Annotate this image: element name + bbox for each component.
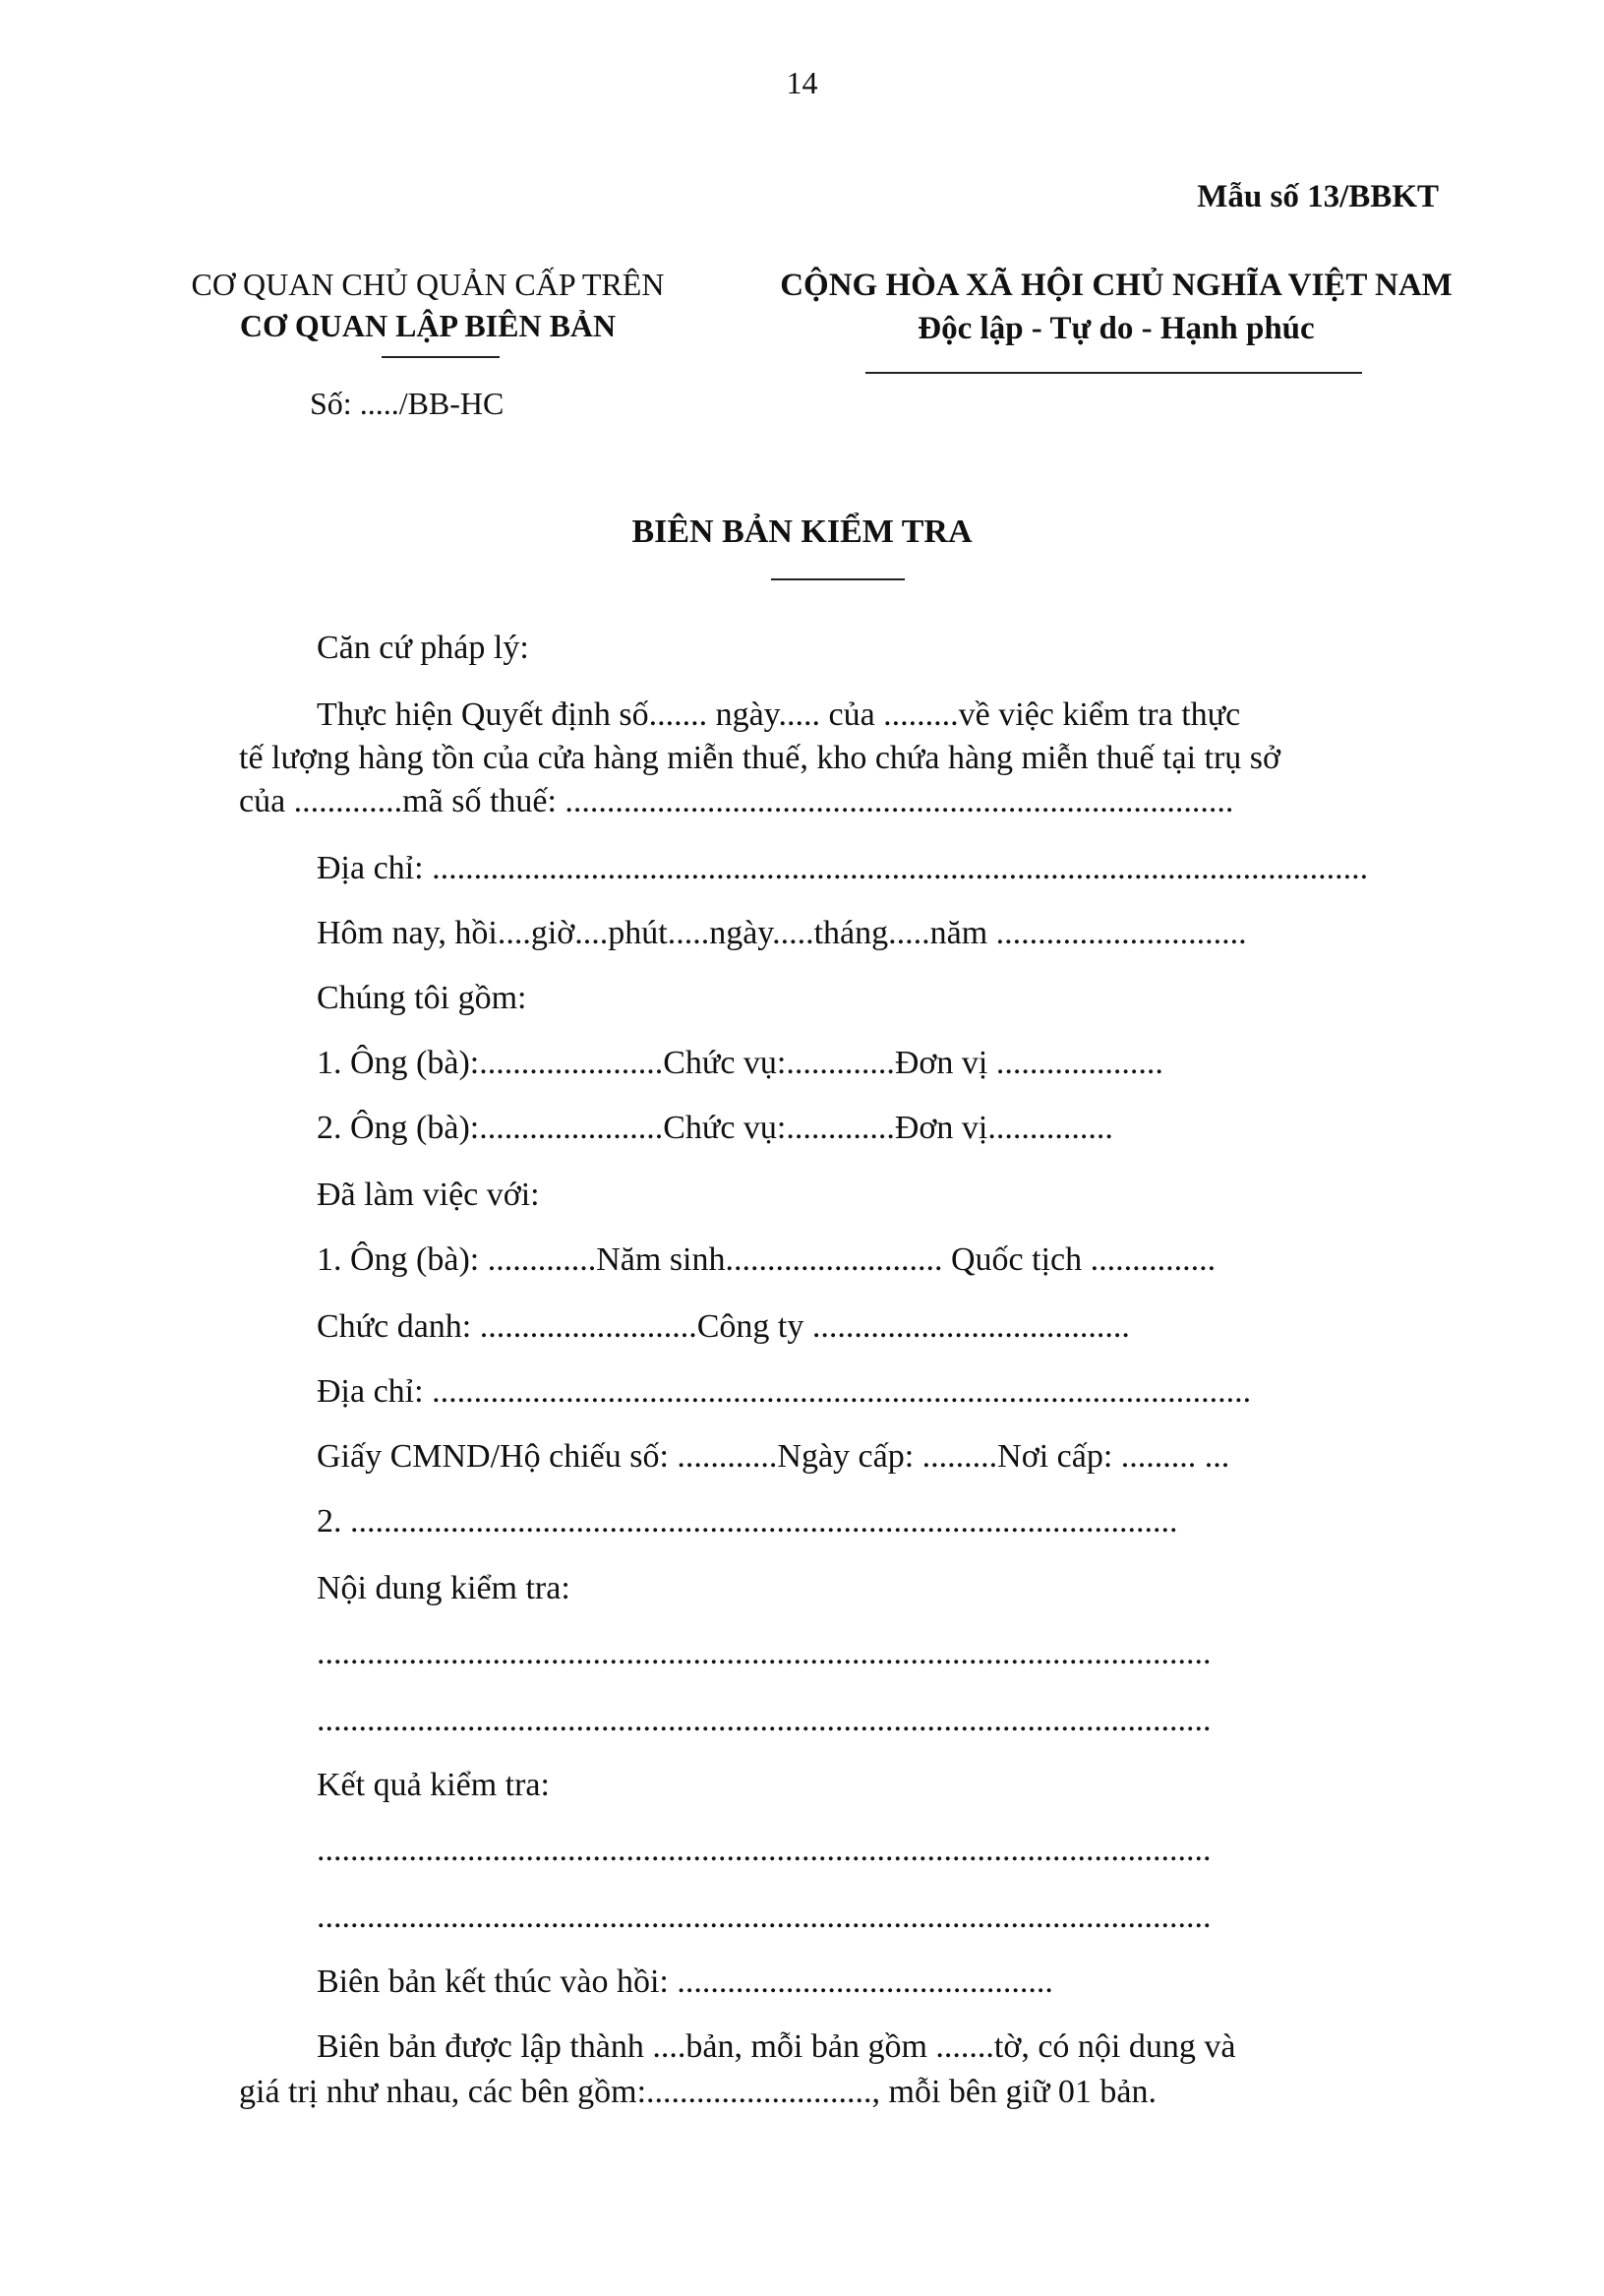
counterpart-2-line: 2. ...................................................................................................: [317, 1503, 1178, 1540]
left-header-rule: [382, 356, 500, 358]
issuing-agency-header: [118, 264, 738, 346]
address-line: Địa chỉ: ................................................................................................................: [317, 850, 1369, 886]
counterpart-1-line: 1. Ông (bà): .............Năm sinh.......................... Quốc tịch ...............: [317, 1241, 1217, 1278]
inspection-content-blank-1: ...........................................................................................................: [317, 1635, 1212, 1671]
document-title: BIÊN BẢN KIỂM TRA: [631, 514, 973, 550]
title-rule: [771, 578, 905, 580]
id-card-line: Giấy CMND/Hộ chiếu số: ............Ngày cấp: .........Nơi cấp: ......... ...: [317, 1438, 1230, 1475]
inspection-content-blank-2: ...........................................................................................................: [317, 1702, 1212, 1738]
document-number: Số: ...../BB-HC: [310, 386, 505, 421]
worked-with-label: Đã làm việc với:: [317, 1177, 540, 1213]
inspection-result-label: Kết quả kiểm tra:: [317, 1767, 550, 1803]
inventory-line: tế lượng hàng tồn của cửa hàng miễn thuế, kho chứa hàng miễn thuế tại trụ sở: [239, 740, 1281, 776]
member-2-line: 2. Ông (bà):......................Chức vụ:.............Đơn vị...............: [317, 1110, 1113, 1146]
team-label: Chúng tôi gồm:: [317, 980, 527, 1016]
national-motto: Độc lập - Tự do - Hạnh phúc: [918, 311, 1315, 346]
national-motto-header: [723, 264, 1510, 350]
country-name: CỘNG HÒA XÃ HỘI CHỦ NGHĨA VIỆT NAM: [780, 268, 1453, 303]
datetime-line: Hôm nay, hồi....giờ....phút.....ngày.....tháng.....năm ..............................: [317, 915, 1247, 951]
form-code: Mẫu số 13/BBKT: [1197, 179, 1439, 214]
inspection-result-blank-1: ...........................................................................................................: [317, 1832, 1212, 1868]
issuing-agency-name: CƠ QUAN LẬP BIÊN BẢN: [239, 308, 617, 343]
right-header-rule: [865, 372, 1362, 374]
inspection-result-blank-2: ...........................................................................................................: [317, 1899, 1212, 1935]
decision-line: Thực hiện Quyết định số....... ngày..... của .........về việc kiểm tra thực: [317, 696, 1241, 733]
inspection-content-label: Nội dung kiểm tra:: [317, 1570, 570, 1606]
copies-line: Biên bản được lập thành ....bản, mỗi bản gồm .......tờ, có nội dung và: [317, 2028, 1236, 2065]
member-1-line: 1. Ông (bà):......................Chức vụ:.............Đơn vị ....................: [317, 1045, 1163, 1081]
parties-line: giá trị như nhau, các bên gồm:..........................., mỗi bên giữ 01 bản.: [239, 2074, 1157, 2110]
parent-agency-name: CƠ QUAN CHỦ QUẢN CẤP TRÊN: [191, 267, 665, 302]
counterpart-address-line: Địa chỉ: ..................................................................................................: [317, 1373, 1252, 1410]
position-company-line: Chức danh: ..........................Công ty ......................................: [317, 1308, 1130, 1345]
legal-basis-label: Căn cứ pháp lý:: [317, 630, 529, 666]
page-number: 14: [786, 65, 818, 100]
tax-code-line: của .............mã số thuế: ................................................................................: [239, 783, 1234, 819]
end-time-line: Biên bản kết thúc vào hồi: .............................................: [317, 1964, 1053, 2000]
